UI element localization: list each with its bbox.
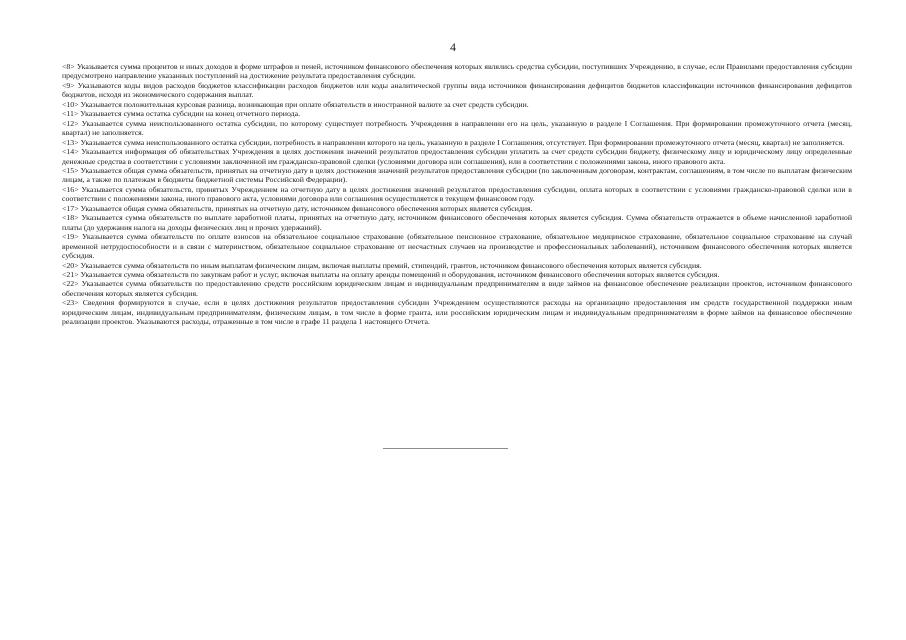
footnote-14: <14> Указывается информация об обязательствах Учреждения в целях достижения значений результатов предоставления субсидии уплатить за счет средств субсидии бюджету, физическому лицу и юридическому лицу определенные денежные средства в соответствии с условиями заключенной им гражданско-правовой сделки (условиями договора или соглашения), или в соответствии с положениями закона, иного правового акта. [62,147,852,166]
footnote-21: <21> Указывается сумма обязательств по закупкам работ и услуг, включая выплаты на оплату аренды помещений и оборудования, источником финансового обеспечения которых является субсидия. [62,269,720,279]
footnote-20: <20> Указывается сумма обязательств по иным выплатам физическим лицам, включая выплаты премий, стипендий, грантов, источником финансового обеспечения которых является субсидия. [62,260,702,270]
footnote-13: <13> Указывается сумма неиспользованного остатка субсидии, потребность в направлении которого на цель, указанную в разделе I Соглашения, отсутствует. При формировании промежуточного отчета (месяц, квартал) не заполняется. [62,137,845,147]
footnote-divider [383,448,508,449]
footnote-12: <12> Указывается сумма неиспользованного остатка субсидии, по которому существует потребность Учреждения в направлении его на цель, указанную в разделе I Соглашения. При формировании промежуточного отчета (месяц, квартал) не заполняется. [62,118,852,138]
page-number: 4 [450,40,456,54]
footnote-15: <15> Указывается общая сумма обязательств, принятых на отчетную дату в целях достижения значений результатов предоставления субсидии (по заключенным договорам, контрактам, соглашениям, в том числе по выплатам физическим лицам, а также по платежам в бюджеты бюджетной системы Российской Федерации). [62,165,852,185]
footnote-9: <9> Указываются коды видов расходов бюджетов классификации расходов бюджетов или коды аналитической группы вида источников финансирования дефицитов бюджетов классификации источников финансирования дефицитов бюджетов, исходя из экономического содержания выплат. [62,80,852,100]
footnote-22: <22> Указывается сумма обязательств по предоставлению средств российским юридическим лицам и индивидуальным предпринимателям в виде займов на финансовое обеспечение реализации проектов, источником финансового обеспечения которых является субсидия. [62,279,852,298]
footnote-23: <23> Сведения формируются в случае, если в целях достижения результатов предоставления субсидии Учреждением осуществляются расходы на организацию предоставления им средств государственной поддержки иным юридическим лицам, индивидуальным предпринимателям, физическим лицам, в том числе в форме гранта, или российским юридическим лицам и индивидуальным предпринимателям в форме займов на финансовое обеспечение реализации проектов. Указываются расходы, отраженные в том числе в графе 11 раздела 1 настоящего Отчета. [62,298,852,327]
footnote-16: <16> Указывается сумма обязательств, принятых Учреждением на отчетную дату в целях достижения значений результатов предоставления субсидии, оплата которых в соответствии с условиями гражданско-правовой сделки или в соответствии с положениями закона, иного правового акта, условиями договора или соглашения осуществляется в текущем финансовом году. [62,184,852,204]
footnote-10: <10> Указывается положительная курсовая разница, возникающая при оплате обязательств в иностранной валюте за счет средств субсидии. [62,99,529,109]
footnote-17: <17> Указывается общая сумма обязательств, принятых на отчетную дату, источником финансового обеспечения которых является субсидия. [62,203,533,213]
footnote-18: <18> Указывается сумма обязательств по выплате заработной платы, принятых на отчетную дату, источником финансового обеспечения которых является субсидия. Сумма обязательств отражается в объеме начисленной заработной платы (до удержания налога на доходы физических лиц и прочих удержаний). [62,213,852,232]
footnote-11: <11> Указывается сумма остатка субсидии на конец отчетного периода. [62,109,301,119]
footnote-19: <19> Указывается сумма обязательств по оплате взносов на обязательное социальное страхование (обязательное пенсионное страхование, обязательное медицинское страхование, обязательное социальное страхование на случай временной нетрудоспособности и в связи с материнством, обязательное социальное страхование от несчастных случаев на производстве и профессиональных заболеваний), источником финансового обеспечения которых является субсидия. [62,232,852,261]
footnotes [62,62,852,327]
footnote-8: <8> Указывается сумма процентов и иных доходов в форме штрафов и пеней, источником финансового обеспечения которых являлись средства субсидии, поступивших Учреждению, в случае, если Правилами предоставления субсидии предусмотрено направление указанных поступлений на достижение результата предоставления субсидии. [62,62,852,81]
